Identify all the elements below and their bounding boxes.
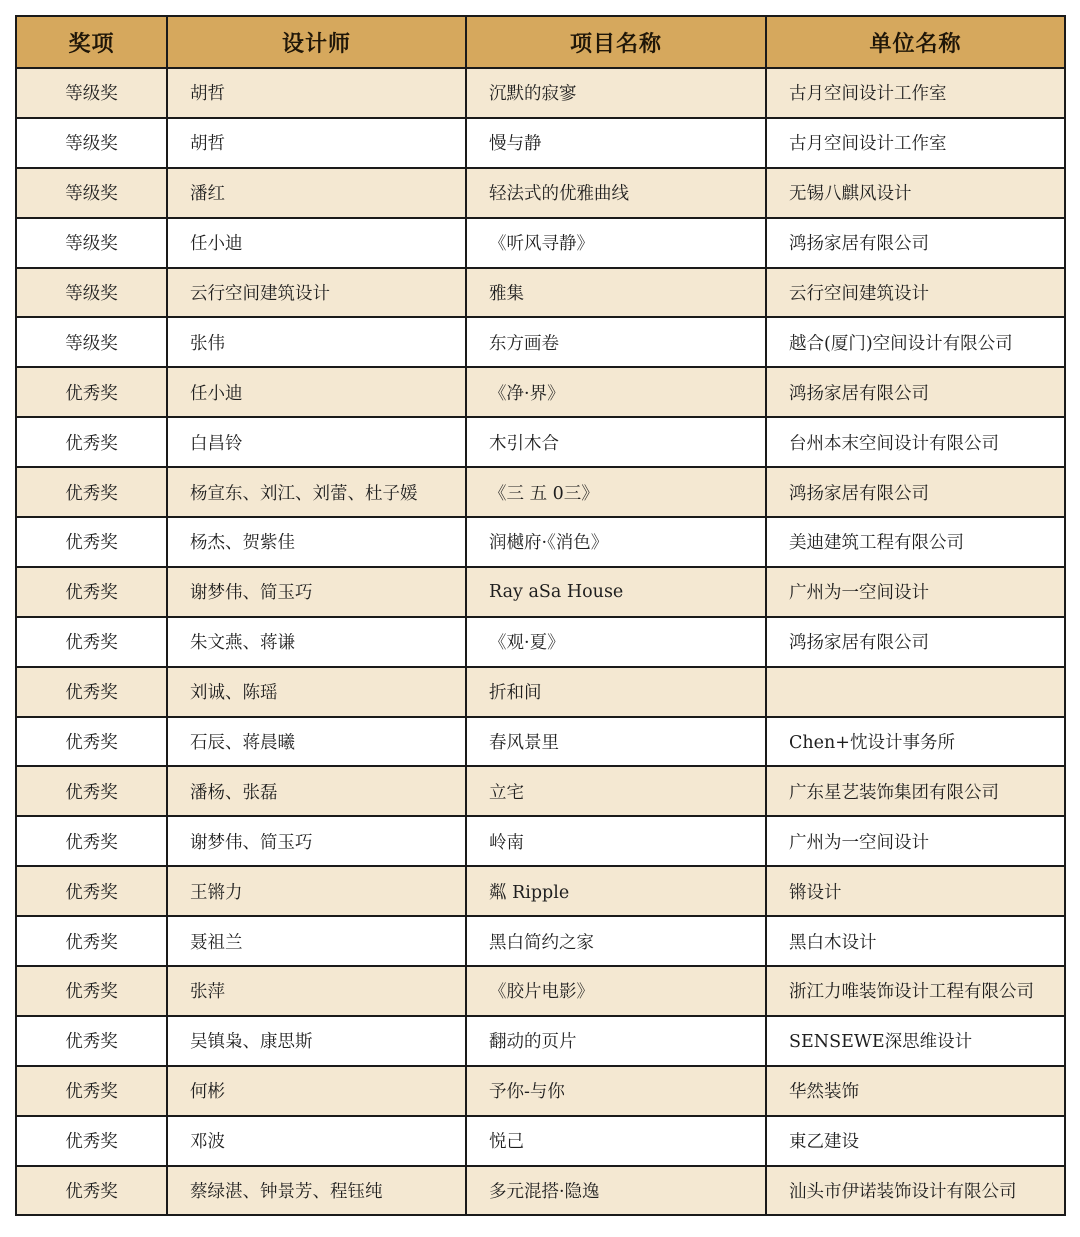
cell-project: 粼 Ripple — [466, 866, 766, 916]
table-row — [16, 118, 1065, 168]
cell-project: 雅集 — [466, 268, 766, 318]
cell-company: 鸿扬家居有限公司 — [766, 367, 1065, 417]
cell-award: 优秀奖 — [16, 717, 167, 767]
cell-designer: 聂祖兰 — [167, 916, 466, 966]
cell-award: 优秀奖 — [16, 816, 167, 866]
header-designer: 设计师 — [167, 16, 466, 68]
table-row — [16, 567, 1065, 617]
table-row — [16, 367, 1065, 417]
cell-project: 《听风寻静》 — [466, 218, 766, 268]
cell-award: 优秀奖 — [16, 467, 167, 517]
cell-award: 等级奖 — [16, 118, 167, 168]
cell-designer: 何彬 — [167, 1066, 466, 1116]
cell-project: 立宅 — [466, 766, 766, 816]
header-row — [16, 16, 1065, 68]
cell-project: 轻法式的优雅曲线 — [466, 168, 766, 218]
cell-award: 等级奖 — [16, 317, 167, 367]
cell-company: 東乙建设 — [766, 1116, 1065, 1166]
cell-company — [766, 667, 1065, 717]
cell-company: 台州本末空间设计有限公司 — [766, 417, 1065, 467]
cell-award: 优秀奖 — [16, 966, 167, 1016]
header-award: 奖项 — [16, 16, 167, 68]
cell-company: 浙江力唯装饰设计工程有限公司 — [766, 966, 1065, 1016]
cell-project: 《净·界》 — [466, 367, 766, 417]
cell-company: 黑白木设计 — [766, 916, 1065, 966]
cell-company: 云行空间建筑设计 — [766, 268, 1065, 318]
cell-project: 《胶片电影》 — [466, 966, 766, 1016]
table-row — [16, 68, 1065, 118]
cell-designer: 石辰、蒋晨曦 — [167, 717, 466, 767]
cell-company: 美迪建筑工程有限公司 — [766, 517, 1065, 567]
cell-award: 优秀奖 — [16, 417, 167, 467]
cell-designer: 白昌铃 — [167, 417, 466, 467]
cell-designer: 潘杨、张磊 — [167, 766, 466, 816]
table-row — [16, 168, 1065, 218]
table-row — [16, 816, 1065, 866]
cell-company: 越合(厦门)空间设计有限公司 — [766, 317, 1065, 367]
cell-company: 鸿扬家居有限公司 — [766, 218, 1065, 268]
cell-designer: 潘红 — [167, 168, 466, 218]
table-row — [16, 268, 1065, 318]
cell-company: 汕头市伊诺装饰设计有限公司 — [766, 1166, 1065, 1216]
cell-award: 优秀奖 — [16, 667, 167, 717]
table-header — [16, 16, 1065, 68]
cell-designer: 蔡绿湛、钟景芳、程钰纯 — [167, 1166, 466, 1216]
table-row — [16, 766, 1065, 816]
table-row — [16, 667, 1065, 717]
cell-project: 多元混搭·隐逸 — [466, 1166, 766, 1216]
cell-award: 优秀奖 — [16, 1116, 167, 1166]
cell-company: 鸿扬家居有限公司 — [766, 617, 1065, 667]
cell-designer: 胡哲 — [167, 118, 466, 168]
cell-award: 优秀奖 — [16, 367, 167, 417]
cell-designer: 邓波 — [167, 1116, 466, 1166]
awards-table — [15, 15, 1066, 1216]
cell-project: 翻动的页片 — [466, 1016, 766, 1066]
cell-designer: 杨杰、贺紫佳 — [167, 517, 466, 567]
cell-project: 岭南 — [466, 816, 766, 866]
cell-project: 春风景里 — [466, 717, 766, 767]
awards-table-container — [15, 15, 1064, 1216]
cell-project: 东方画卷 — [466, 317, 766, 367]
cell-designer: 任小迪 — [167, 367, 466, 417]
cell-project: 沉默的寂寥 — [466, 68, 766, 118]
cell-award: 等级奖 — [16, 218, 167, 268]
cell-award: 优秀奖 — [16, 766, 167, 816]
cell-award: 优秀奖 — [16, 1066, 167, 1116]
cell-company: 古月空间设计工作室 — [766, 68, 1065, 118]
table-row — [16, 1116, 1065, 1166]
cell-company: 广州为一空间设计 — [766, 567, 1065, 617]
table-row — [16, 467, 1065, 517]
cell-award: 优秀奖 — [16, 1016, 167, 1066]
cell-company: 鸿扬家居有限公司 — [766, 467, 1065, 517]
table-row — [16, 617, 1065, 667]
cell-designer: 王锵力 — [167, 866, 466, 916]
cell-designer: 张萍 — [167, 966, 466, 1016]
cell-designer: 任小迪 — [167, 218, 466, 268]
table-row — [16, 916, 1065, 966]
cell-award: 优秀奖 — [16, 617, 167, 667]
cell-award: 优秀奖 — [16, 1166, 167, 1216]
cell-company: 华然装饰 — [766, 1066, 1065, 1116]
cell-award: 优秀奖 — [16, 866, 167, 916]
cell-award: 等级奖 — [16, 268, 167, 318]
cell-project: 木引木合 — [466, 417, 766, 467]
cell-designer: 谢梦伟、简玉巧 — [167, 816, 466, 866]
cell-project: 黑白简约之家 — [466, 916, 766, 966]
cell-designer: 杨宣东、刘江、刘蕾、杜子媛 — [167, 467, 466, 517]
cell-designer: 谢梦伟、简玉巧 — [167, 567, 466, 617]
cell-company: 古月空间设计工作室 — [766, 118, 1065, 168]
cell-company: 锵设计 — [766, 866, 1065, 916]
cell-company: 无锡八麒风设计 — [766, 168, 1065, 218]
header-company: 单位名称 — [766, 16, 1065, 68]
cell-company: 广东星艺装饰集团有限公司 — [766, 766, 1065, 816]
cell-project: 悦己 — [466, 1116, 766, 1166]
cell-award: 优秀奖 — [16, 517, 167, 567]
table-row — [16, 1066, 1065, 1116]
cell-project: Ray aSa House — [466, 567, 766, 617]
table-row — [16, 417, 1065, 467]
cell-project: 予你-与你 — [466, 1066, 766, 1116]
cell-project: 慢与静 — [466, 118, 766, 168]
cell-award: 优秀奖 — [16, 916, 167, 966]
cell-designer: 吴镇枭、康思斯 — [167, 1016, 466, 1066]
cell-company: SENSEWE深思维设计 — [766, 1016, 1065, 1066]
table-row — [16, 1016, 1065, 1066]
table-row — [16, 866, 1065, 916]
table-body — [16, 68, 1065, 1215]
table-row — [16, 317, 1065, 367]
cell-award: 等级奖 — [16, 68, 167, 118]
cell-award: 等级奖 — [16, 168, 167, 218]
table-row — [16, 218, 1065, 268]
cell-project: 折和间 — [466, 667, 766, 717]
cell-company: Chen+忱设计事务所 — [766, 717, 1065, 767]
cell-project: 《三 五 0三》 — [466, 467, 766, 517]
table-row — [16, 966, 1065, 1016]
cell-project: 《观·夏》 — [466, 617, 766, 667]
table-row — [16, 717, 1065, 767]
cell-designer: 张伟 — [167, 317, 466, 367]
cell-designer: 云行空间建筑设计 — [167, 268, 466, 318]
cell-designer: 朱文燕、蒋谦 — [167, 617, 466, 667]
cell-project: 润樾府·《消色》 — [466, 517, 766, 567]
cell-designer: 胡哲 — [167, 68, 466, 118]
header-project: 项目名称 — [466, 16, 766, 68]
table-row — [16, 1166, 1065, 1216]
cell-designer: 刘诚、陈瑶 — [167, 667, 466, 717]
cell-award: 优秀奖 — [16, 567, 167, 617]
cell-company: 广州为一空间设计 — [766, 816, 1065, 866]
table-row — [16, 517, 1065, 567]
